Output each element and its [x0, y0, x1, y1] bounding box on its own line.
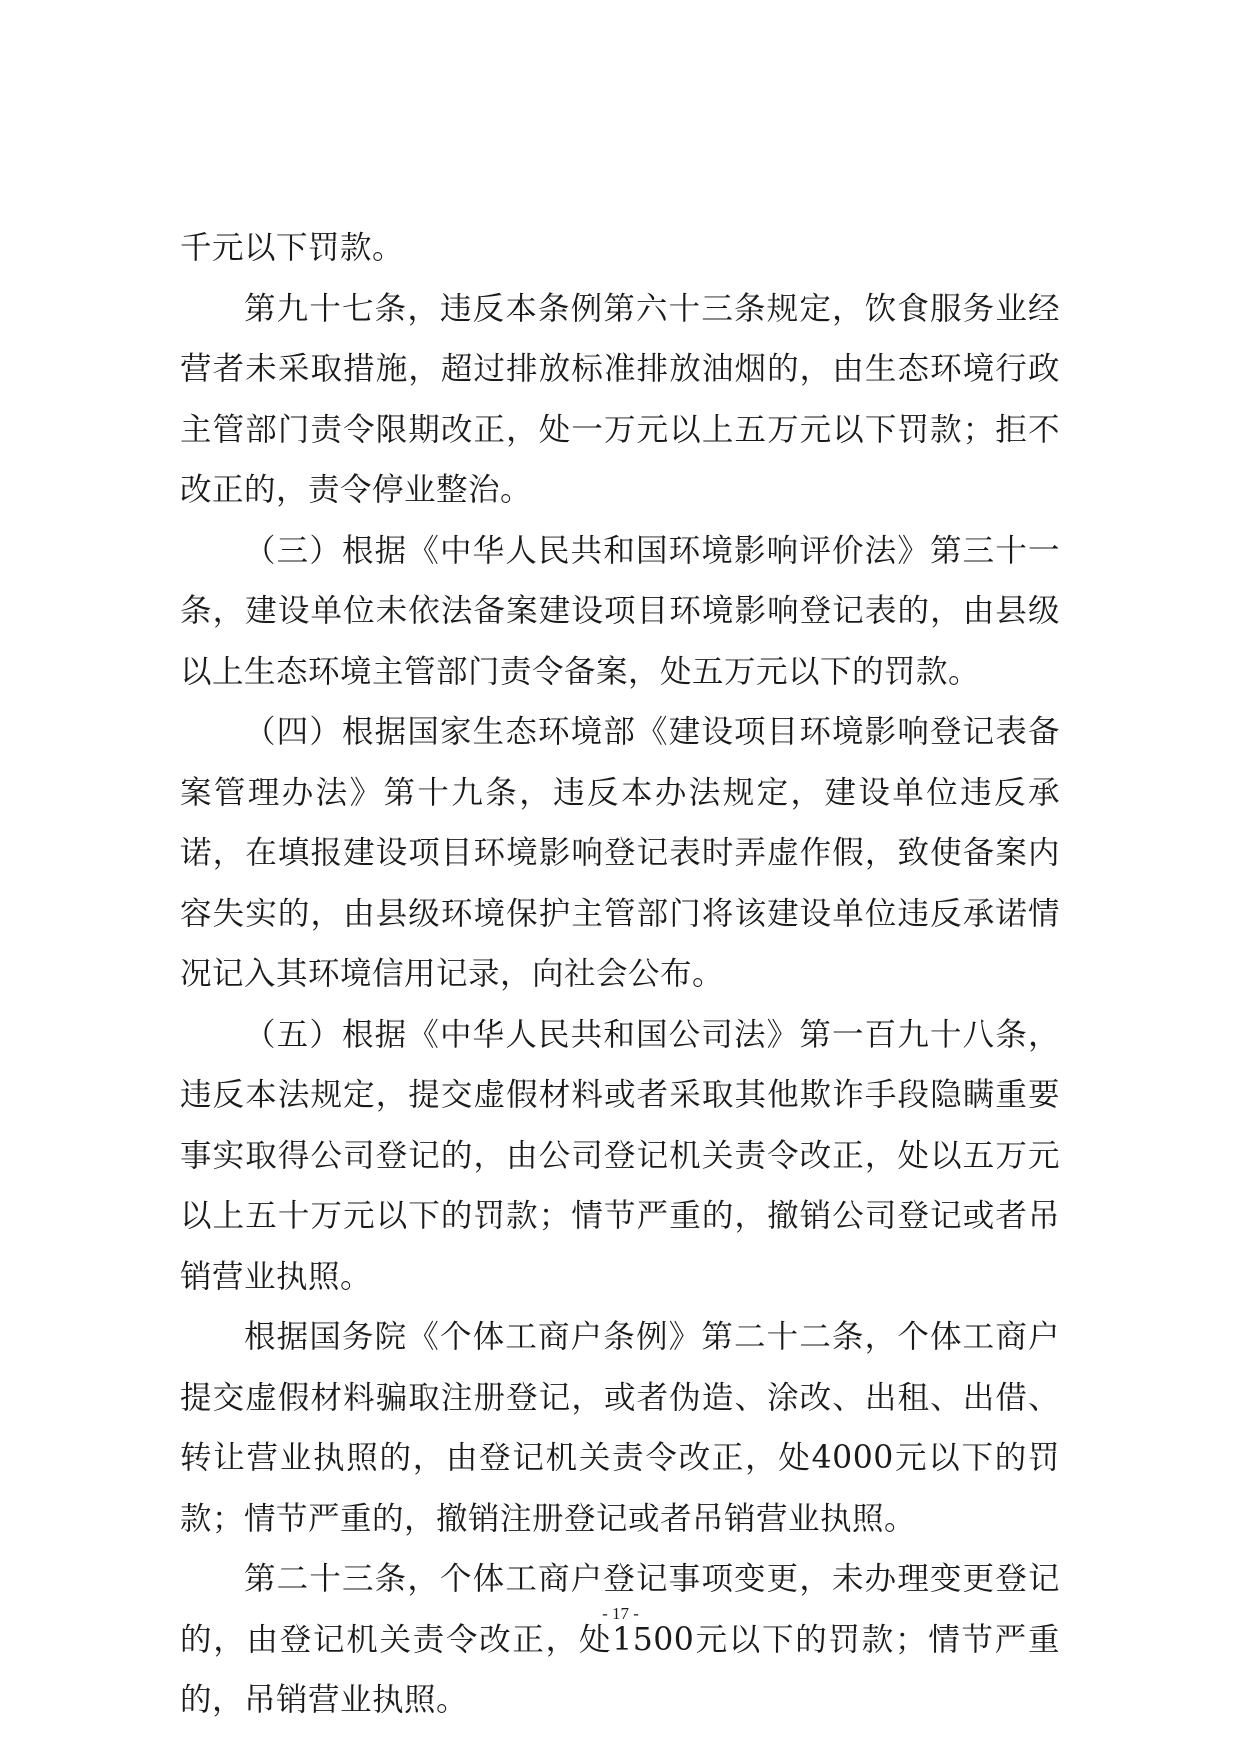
page-number: - 17 -	[602, 1604, 639, 1623]
paragraph-individual-business-22: 根据国务院《个体工商户条例》第二十二条，个体工商户提交虚假材料骗取注册登记，或者伪造、涂改、出租、出借、转让营业执照的，由登记机关责令改正，处4000元以下的罚款；情节严重的，撤销注册登记或者吊销营业执照。	[180, 1319, 1060, 1537]
paragraph-article-97: 第九十七条，违反本条例第六十三条规定，饮食服务业经营者未采取措施，超过排放标准排放油烟的，由生态环境行政主管部门责令限期改正，处一万元以上五万元以下罚款；拒不改正的，责令停业整治。	[180, 290, 1060, 508]
paragraph-item-4: （四）根据国家生态环境部《建设项目环境影响登记表备案管理办法》第十九条，违反本办法规定，建设单位违反承诺，在填报建设项目环境影响登记表时弄虚作假，致使备案内容失实的，由县级环境保护主管部门将该建设单位违反承诺情况记入其环境信用记录，向社会公布。	[180, 714, 1060, 992]
document-body	[180, 218, 1060, 1731]
paragraph-item-3: （三）根据《中华人民共和国环境影响评价法》第三十一条，建设单位未依法备案建设项目环境影响登记表的，由县级以上生态环境主管部门责令备案，处五万元以下的罚款。	[180, 532, 1060, 690]
paragraph-continuation: 千元以下罚款。	[180, 230, 405, 266]
paragraph-item-5: （五）根据《中华人民共和国公司法》第一百九十八条，违反本法规定，提交虚假材料或者采取其他欺诈手段隐瞒重要事实取得公司登记的，由公司登记机关责令改正，处以五万元以上五十万元以下的罚款；情节严重的，撤销公司登记或者吊销营业执照。	[180, 1016, 1060, 1295]
paragraph-individual-business-23: 第二十三条，个体工商户登记事项变更，未办理变更登记的，由登记机关责令改正，处1500元以下的罚款；情节严重的，吊销营业执照。	[180, 1561, 1060, 1718]
